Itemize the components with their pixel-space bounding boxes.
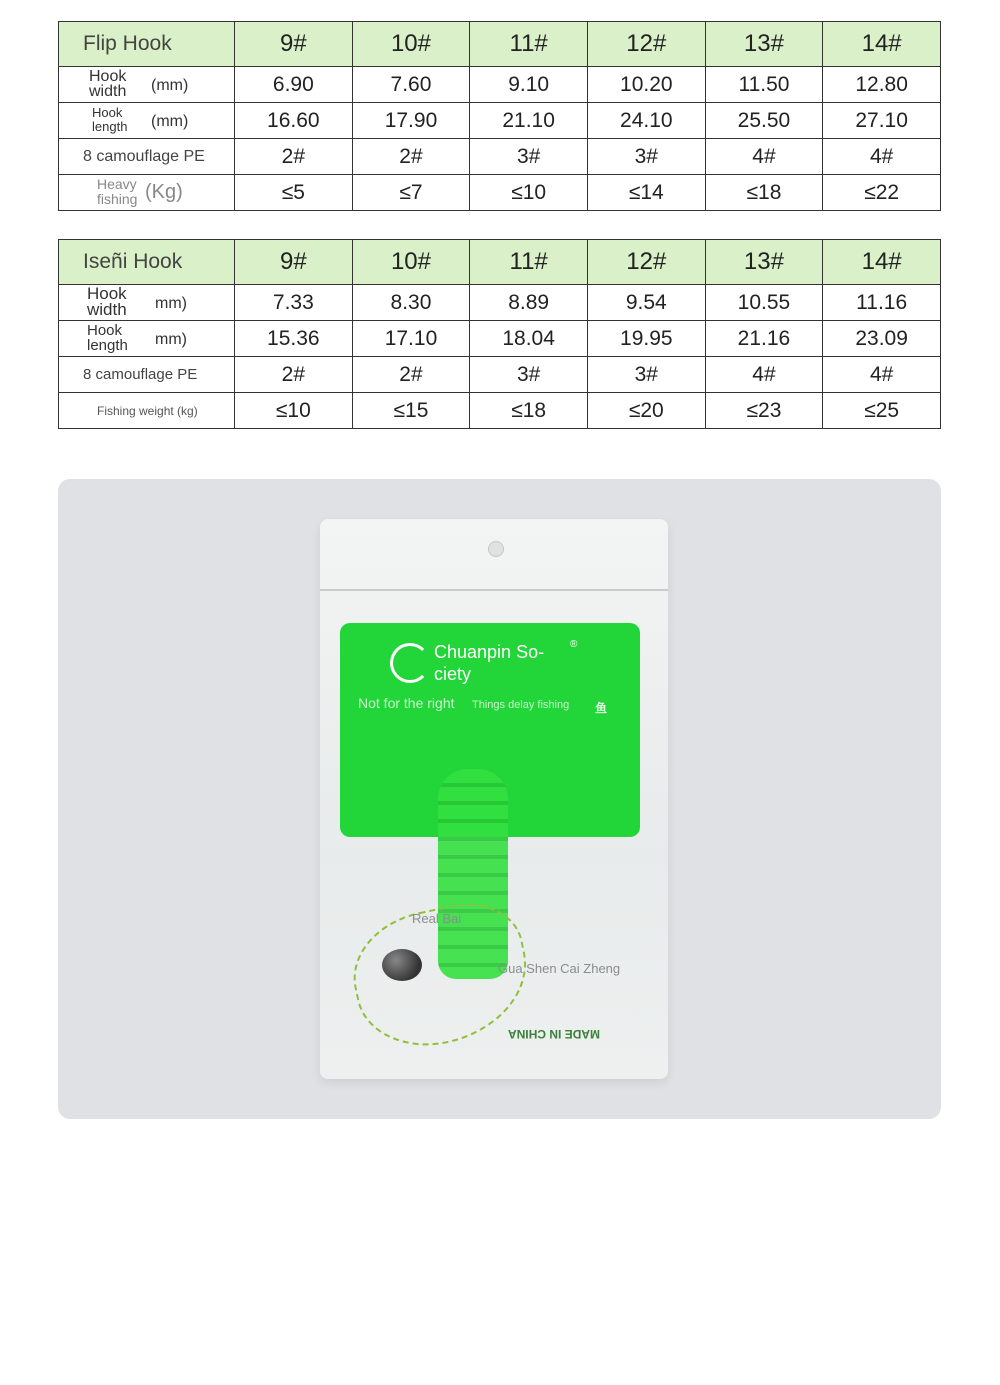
table-row-hook-width — [59, 67, 941, 103]
value-cell: 3# — [587, 357, 705, 393]
flip-hook-spec-table — [58, 21, 941, 211]
value-cell: 21.16 — [705, 321, 823, 357]
value-cell: 10.55 — [705, 285, 823, 321]
value-cell: ≤14 — [587, 175, 705, 211]
unit-label: mm) — [155, 295, 187, 312]
size-header: 9# — [235, 22, 353, 67]
value-cell: 21.10 — [470, 103, 588, 139]
table-row-heavy-fishing — [59, 175, 941, 211]
slogan-text: Not for the right — [358, 695, 455, 711]
value-cell: 27.10 — [823, 103, 941, 139]
row-label — [59, 357, 235, 393]
back-label-text: Gua Shen Cai Zheng — [498, 961, 621, 976]
value-cell: 24.10 — [587, 103, 705, 139]
row-label-text: 8 camouflage PE — [83, 366, 198, 383]
row-label — [59, 103, 235, 139]
sinker-weight — [382, 949, 422, 981]
fish-logo-icon — [390, 643, 430, 683]
row-label-line: length — [87, 337, 128, 354]
zip-seal — [320, 589, 668, 591]
value-cell: 4# — [705, 139, 823, 175]
value-cell: ≤10 — [470, 175, 588, 211]
row-label-line: Hook — [92, 105, 123, 120]
value-cell: 4# — [823, 357, 941, 393]
hook-type-name: Flip Hook — [59, 22, 235, 67]
row-label-text: 8 camouflage PE — [83, 147, 205, 165]
value-cell: ≤22 — [823, 175, 941, 211]
row-label-line: width — [89, 83, 127, 100]
unit-label: mm) — [155, 331, 187, 348]
iseni-hook-spec-table — [58, 239, 941, 429]
size-header: 10# — [352, 22, 470, 67]
unit-label: (mm) — [151, 113, 189, 130]
value-cell: 6.90 — [235, 67, 353, 103]
row-label — [59, 139, 235, 175]
table-header-row — [59, 22, 941, 67]
value-cell: 9.54 — [587, 285, 705, 321]
slogan-char: 鱼 — [595, 701, 608, 715]
value-cell: 3# — [587, 139, 705, 175]
value-cell: 11.50 — [705, 67, 823, 103]
value-cell: ≤18 — [470, 393, 588, 429]
hook-type-name: Iseñi Hook — [59, 240, 235, 285]
table-row-camouflage-pe — [59, 357, 941, 393]
value-cell: 17.10 — [352, 321, 470, 357]
size-header: 10# — [352, 240, 470, 285]
value-cell: ≤18 — [705, 175, 823, 211]
value-cell: ≤20 — [587, 393, 705, 429]
package-bag — [320, 519, 668, 1079]
table-row-camouflage-pe — [59, 139, 941, 175]
slogan-text: Things delay fishing — [472, 699, 570, 711]
value-cell: 25.50 — [705, 103, 823, 139]
table-row-hook-length — [59, 321, 941, 357]
row-label-line: fishing — [97, 191, 138, 207]
value-cell: 11.16 — [823, 285, 941, 321]
size-header: 11# — [470, 240, 588, 285]
value-cell: ≤10 — [235, 393, 353, 429]
value-cell: 2# — [352, 357, 470, 393]
row-label-line: Hook — [87, 322, 123, 339]
value-cell: ≤23 — [705, 393, 823, 429]
size-header: 12# — [587, 22, 705, 67]
size-header: 13# — [705, 240, 823, 285]
size-header: 12# — [587, 240, 705, 285]
value-cell: 9.10 — [470, 67, 588, 103]
made-in-label: MADE IN CHINA — [508, 1027, 600, 1041]
row-label — [59, 393, 235, 429]
value-cell: 8.30 — [352, 285, 470, 321]
row-label-line: Hook — [87, 284, 127, 303]
value-cell: 7.33 — [235, 285, 353, 321]
value-cell: ≤5 — [235, 175, 353, 211]
value-cell: 3# — [470, 357, 588, 393]
row-label-text — [92, 106, 127, 134]
size-header: 14# — [823, 240, 941, 285]
value-cell: 4# — [705, 357, 823, 393]
size-header: 14# — [823, 22, 941, 67]
value-cell: 19.95 — [587, 321, 705, 357]
row-label — [59, 321, 235, 357]
back-label-text: Real Bai — [412, 911, 462, 926]
value-cell: ≤25 — [823, 393, 941, 429]
table-header-row — [59, 240, 941, 285]
hang-hole — [488, 541, 504, 557]
value-cell: 17.90 — [352, 103, 470, 139]
value-cell: 7.60 — [352, 67, 470, 103]
row-label-text — [97, 177, 137, 207]
value-cell: 10.20 — [587, 67, 705, 103]
table-row-fishing-weight — [59, 393, 941, 429]
value-cell: 2# — [235, 139, 353, 175]
value-cell: ≤15 — [352, 393, 470, 429]
value-cell: 8.89 — [470, 285, 588, 321]
table-row-hook-length — [59, 103, 941, 139]
product-photo — [58, 479, 941, 1119]
value-cell: 16.60 — [235, 103, 353, 139]
row-label-line: width — [87, 300, 127, 319]
registered-mark: ® — [570, 639, 578, 650]
value-cell: 23.09 — [823, 321, 941, 357]
row-label-line: length — [92, 119, 128, 134]
value-cell: 18.04 — [470, 321, 588, 357]
size-header: 13# — [705, 22, 823, 67]
row-label-text — [87, 286, 127, 318]
row-label — [59, 285, 235, 321]
size-header: 11# — [470, 22, 588, 67]
value-cell: ≤7 — [352, 175, 470, 211]
value-cell: 2# — [352, 139, 470, 175]
row-label-line: Heavy — [97, 176, 137, 192]
row-label-text — [87, 323, 128, 353]
brand-name: Chuanpin So- ciety — [434, 642, 545, 684]
row-label-line: Hook — [89, 68, 127, 85]
unit-label: (Kg) — [145, 181, 183, 203]
value-cell: 2# — [235, 357, 353, 393]
size-header: 9# — [235, 240, 353, 285]
row-label-text — [89, 69, 126, 99]
unit-label: (mm) — [151, 77, 189, 94]
value-cell: 4# — [823, 139, 941, 175]
row-label — [59, 67, 235, 103]
row-label-text: Fishing weight (kg) — [97, 403, 198, 418]
table-row-hook-width — [59, 285, 941, 321]
value-cell: 3# — [470, 139, 588, 175]
value-cell: 12.80 — [823, 67, 941, 103]
row-label — [59, 175, 235, 211]
value-cell: 15.36 — [235, 321, 353, 357]
